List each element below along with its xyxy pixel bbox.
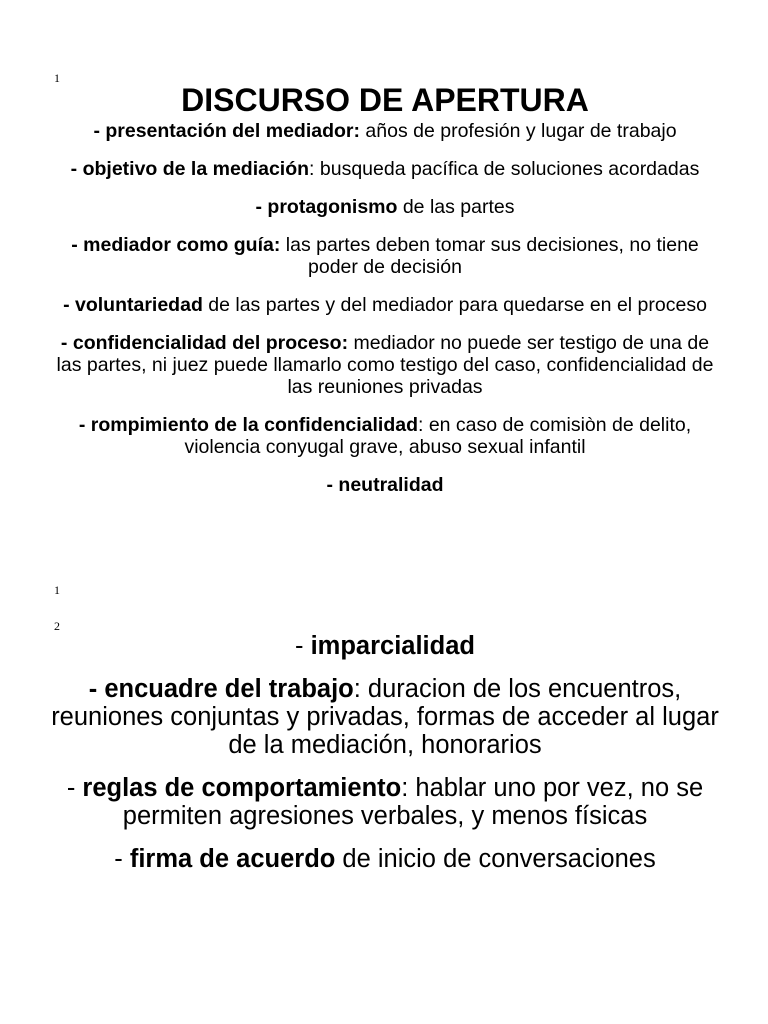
bullet-voluntariness	[50, 294, 720, 316]
bullet-confidentiality	[50, 332, 720, 398]
bullet-lead: neutralidad	[338, 474, 444, 496]
bullet-mediator-as-guide	[50, 234, 720, 278]
bullet-lead: reglas de comportamiento	[82, 774, 402, 802]
bullet-text: de inicio de conversaciones	[335, 845, 656, 873]
bullet-text: : en caso de comisiòn de delito, violencia conyugal grave, abuso sexual infantil	[184, 414, 692, 458]
slide-continuation	[50, 632, 720, 888]
bullet-neutrality	[50, 474, 720, 496]
bullet-lead: encuadre del trabajo	[104, 675, 354, 703]
bullet-prefix: -	[70, 158, 83, 180]
bullet-prefix: -	[93, 120, 106, 142]
bullet-behavior-rules	[50, 774, 720, 830]
bullet-text: de las partes y del mediador para quedarse en el proceso	[202, 294, 707, 316]
slide-title: DISCURSO DE APERTURA	[181, 82, 589, 118]
bullet-impartiality	[50, 632, 720, 660]
bullet-prefix: -	[88, 675, 105, 703]
bullet-text: : duracion de los encuentros, reuniones conjuntas y privadas, formas de acceder al lugar de la mediación, honorarios	[51, 675, 719, 759]
bullet-work-framework	[50, 675, 720, 759]
bullet-prefix: -	[66, 774, 83, 802]
bullet-text: mediador no puede ser testigo de una de las partes, ni juez puede llamarlo como testigo del caso, confidencialidad de las reuniones privadas	[56, 332, 714, 398]
bullet-lead: firma de acuerdo	[129, 845, 336, 873]
bullet-prefix: -	[295, 632, 311, 660]
bullet-text: de las partes	[397, 196, 515, 218]
page-number: 2	[54, 619, 60, 633]
page-number: 1	[54, 71, 60, 85]
bullet-lead: mediador como guía:	[83, 234, 281, 256]
bullet-text: las partes deben tomar sus decisiones, no tiene poder de decisión	[280, 234, 699, 278]
bullet-prefix: -	[63, 294, 75, 316]
bullet-prefix: -	[255, 196, 268, 218]
bullet-prefix: -	[326, 474, 339, 496]
bullet-prefix: -	[71, 234, 84, 256]
bullet-text: : hablar uno por vez, no se permiten agresiones verbales, y menos físicas	[122, 774, 704, 830]
bullet-lead: presentación del mediador:	[105, 120, 361, 142]
bullet-lead: imparcialidad	[310, 632, 475, 660]
bullet-lead: rompimiento de la confidencialidad	[90, 414, 418, 436]
bullet-text: : busqueda pacífica de soluciones acordadas	[309, 158, 700, 180]
bullet-breach-of-confidentiality	[50, 414, 720, 458]
bullet-prefix: -	[114, 845, 130, 873]
bullet-mediation-objective	[50, 158, 720, 180]
bullet-lead: confidencialidad del proceso:	[72, 332, 349, 354]
bullet-lead: protagonismo	[267, 196, 398, 218]
bullet-lead: voluntariedad	[75, 294, 203, 316]
page-number: 1	[54, 583, 60, 597]
bullet-text: años de profesión y lugar de trabajo	[360, 120, 677, 142]
bullet-agreement-signing	[50, 845, 720, 873]
bullet-prefix: -	[78, 414, 91, 436]
bullet-protagonism	[50, 196, 720, 218]
bullet-mediator-presentation	[50, 120, 720, 142]
bullet-prefix: -	[60, 332, 73, 354]
bullet-lead: objetivo de la mediación	[82, 158, 310, 180]
slide-opening-speech	[50, 82, 720, 512]
